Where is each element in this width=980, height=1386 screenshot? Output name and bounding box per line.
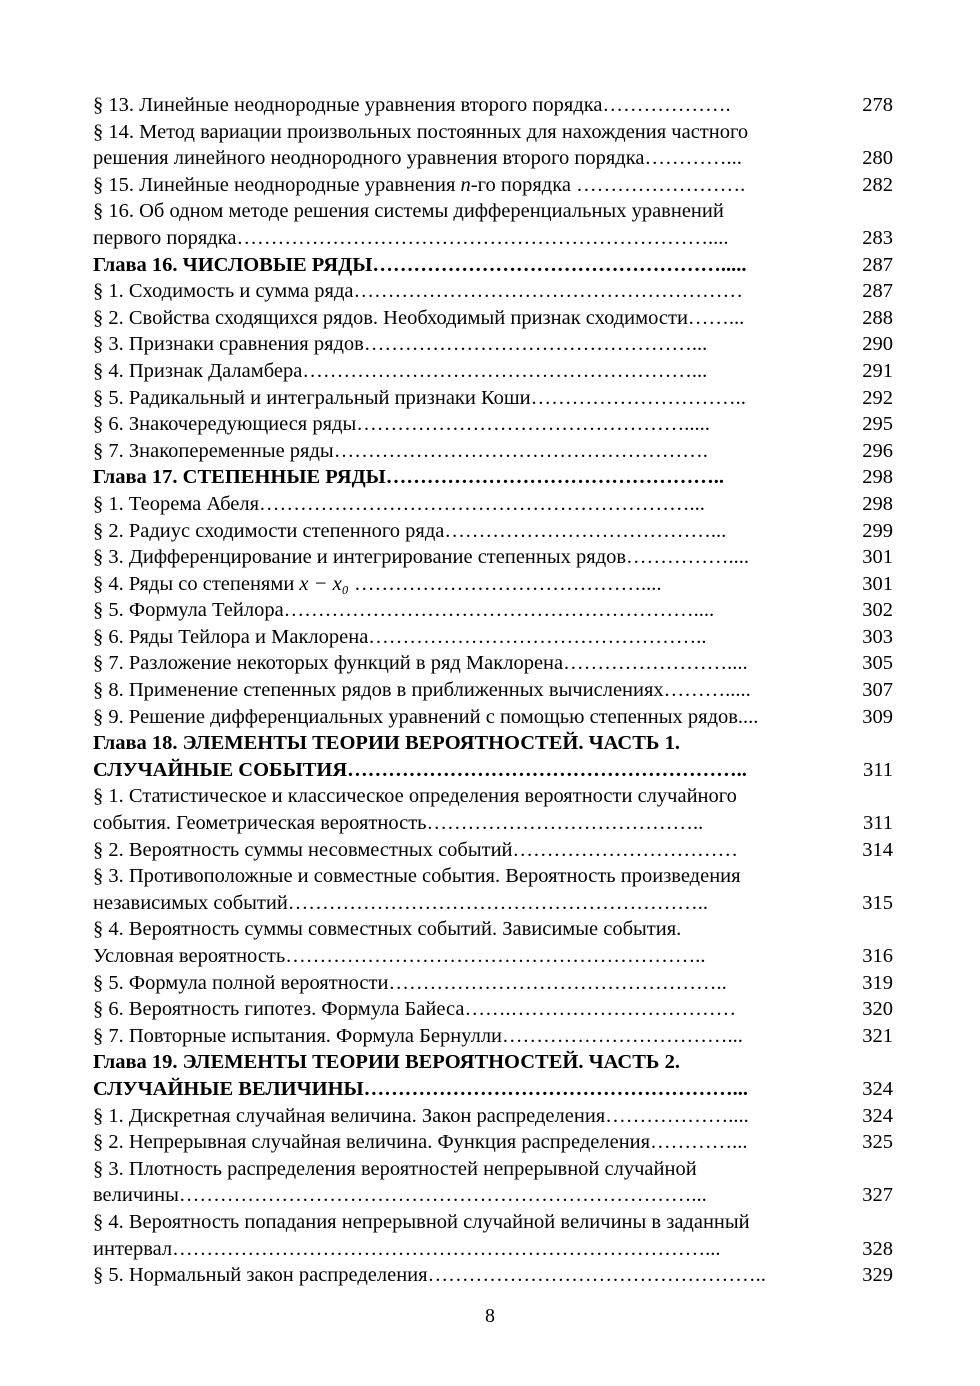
toc-entry-title: § 7. Разложение некоторых функций в ряд Маклорена……………………....	[93, 652, 748, 675]
toc-entry	[93, 438, 893, 465]
toc-entry	[93, 385, 893, 412]
toc-entry	[93, 305, 893, 332]
table-of-contents	[93, 92, 893, 1289]
toc-entry	[93, 1209, 893, 1262]
toc-entry-title: СЛУЧАЙНЫЕ ВЕЛИЧИНЫ………………………………………………...	[93, 1077, 749, 1100]
toc-entry-title-first-line: § 16. Об одном методе решения системы дифференциальных уравнений	[93, 200, 724, 223]
toc-entry-title: события. Геометрическая вероятность…………………………………..	[93, 812, 704, 835]
toc-entry-title: § 6. Ряды Тейлора и Маклорена…………………………………………..	[93, 625, 707, 648]
toc-entry	[93, 1103, 893, 1130]
toc-page-number: 291	[862, 359, 893, 382]
toc-entry	[93, 704, 893, 731]
toc-chapter	[93, 464, 893, 491]
toc-page-number: 299	[862, 519, 893, 542]
toc-entry	[93, 518, 893, 545]
toc-page-number: 283	[862, 226, 893, 249]
toc-entry-title-text: -го порядка …………………….	[470, 173, 746, 196]
toc-page-number: 301	[862, 546, 893, 569]
toc-entry	[93, 597, 893, 624]
toc-page-number: 302	[862, 599, 893, 622]
toc-page-number: 328	[862, 1237, 893, 1260]
toc-entry	[93, 677, 893, 704]
toc-entry-title-first-line: § 3. Противоположные и совместные события. Вероятность произведения	[93, 865, 741, 888]
toc-chapter	[93, 1049, 893, 1102]
toc-page-number: 295	[862, 413, 893, 436]
toc-entry-title: интервал……………………………………………………………………...	[93, 1237, 721, 1260]
toc-entry	[93, 1262, 893, 1289]
toc-page-number: 288	[862, 306, 893, 329]
toc-entry	[93, 92, 893, 119]
toc-entry-title	[93, 172, 837, 199]
toc-entry	[93, 411, 893, 438]
toc-entry-title: § 5. Нормальный закон распределения…………………………………………..	[93, 1264, 766, 1287]
toc-entry-title: § 9. Решение дифференциальных уравнений с помощью степенных рядов....	[93, 705, 759, 728]
toc-entry-title: СЛУЧАЙНЫЕ СОБЫТИЯ…………………………………………………..	[93, 758, 747, 781]
toc-entry-title: решения линейного неоднородного уравнения второго порядка…………...	[93, 147, 742, 170]
toc-entry-title: Глава 17. СТЕПЕННЫЕ РЯДЫ…………………………………………..	[93, 466, 725, 489]
toc-entry-title: § 7. Повторные испытания. Формула Бернулли……………………………...	[93, 1024, 743, 1047]
toc-page-number: 327	[862, 1184, 893, 1207]
toc-entry	[93, 491, 893, 518]
page-number: 8	[485, 1305, 495, 1327]
toc-entry	[93, 783, 893, 836]
toc-entry-title: § 1. Теорема Абеля………………………………………………………...	[93, 492, 705, 515]
toc-entry-title: § 5. Радикальный и интегральный признаки Коши…………………………..	[93, 386, 746, 409]
toc-entry	[93, 970, 893, 997]
toc-page-number: 298	[862, 492, 893, 515]
toc-entry-title: § 13. Линейные неоднородные уравнения второго порядка……………….	[93, 94, 731, 116]
toc-entry-title: § 2. Непрерывная случайная величина. Функция распределения…………...	[93, 1131, 748, 1154]
toc-page-number: 305	[862, 652, 893, 675]
toc-page-number: 315	[862, 891, 893, 914]
toc-entry	[93, 172, 893, 199]
toc-chapter	[93, 252, 893, 279]
toc-page-number: 287	[862, 280, 893, 303]
toc-entry-title: § 2. Свойства сходящихся рядов. Необходимый признак сходимости……...	[93, 306, 745, 329]
toc-entry-title: § 2. Вероятность суммы несовместных событий……………………………	[93, 838, 739, 861]
toc-entry	[93, 1023, 893, 1050]
toc-page-number: 321	[862, 1024, 893, 1047]
toc-entry	[93, 119, 893, 172]
toc-entry-title-first-line: § 3. Плотность распределения вероятностей непрерывной случайной	[93, 1157, 697, 1180]
toc-entry	[93, 571, 893, 598]
math-expression: x − x₀	[299, 572, 349, 595]
toc-entry	[93, 1156, 893, 1209]
toc-entry	[93, 198, 893, 251]
toc-entry-title-first-line: Глава 18. ЭЛЕМЕНТЫ ТЕОРИИ ВЕРОЯТНОСТЕЙ. ЧАСТЬ 1.	[93, 732, 680, 755]
toc-entry-title-text: § 4. Ряды со степенями	[93, 572, 300, 595]
toc-entry	[93, 837, 893, 864]
toc-entry-title-text: § 15. Линейные неоднородные уравнения	[93, 173, 461, 196]
toc-entry	[93, 624, 893, 651]
toc-entry-title: § 7. Знакопеременные ряды……………………………………………….	[93, 439, 708, 462]
toc-entry-title-first-line: § 1. Статистическое и классическое определения вероятности случайного	[93, 785, 737, 808]
toc-page-number: 290	[862, 333, 893, 356]
toc-page-number: 287	[862, 253, 893, 276]
toc-entry-title: Условная вероятность……………………………………………………..	[93, 945, 706, 967]
toc-page-number: 301	[862, 572, 893, 595]
toc-entry-title: величины…………………………………………………………………...	[93, 1184, 707, 1207]
toc-page-number: 278	[862, 94, 893, 116]
toc-entry	[93, 544, 893, 571]
toc-page-number: 303	[862, 625, 893, 648]
toc-page-number: 311	[863, 812, 893, 835]
toc-entry	[93, 863, 893, 916]
toc-page-number: 314	[862, 838, 893, 861]
toc-page-number: 282	[862, 173, 893, 196]
toc-entry-title: первого порядка……………………………………………………………....	[93, 226, 729, 249]
toc-entry-title: § 8. Применение степенных рядов в приближенных вычислениях……….....	[93, 679, 751, 702]
toc-page-number: 324	[862, 1104, 893, 1127]
toc-page-number: 325	[862, 1131, 893, 1154]
toc-entry-title	[93, 571, 837, 598]
toc-page-number: 329	[862, 1264, 893, 1287]
toc-entry	[93, 331, 893, 358]
toc-entry-title: § 3. Дифференцирование и интегрирование степенных рядов……………....	[93, 546, 750, 569]
toc-entry-title: § 5. Формула полной вероятности…………………………………………..	[93, 971, 727, 994]
math-expression: n	[460, 173, 471, 196]
toc-page-number: 309	[862, 705, 893, 728]
toc-entry-title: § 3. Признаки сравнения рядов…………………………………………...	[93, 333, 708, 356]
toc-page-number: 324	[862, 1077, 893, 1100]
toc-page-number: 280	[862, 147, 893, 170]
toc-page-number: 298	[862, 466, 893, 489]
toc-page-number: 319	[862, 971, 893, 994]
toc-page-number: 311	[863, 758, 893, 781]
toc-entry	[93, 996, 893, 1023]
toc-page-number: 316	[862, 945, 893, 967]
toc-entry	[93, 278, 893, 305]
toc-entry	[93, 358, 893, 385]
toc-entry-title: § 6. Знакочередующиеся ряды………………………………………….....	[93, 413, 710, 436]
toc-entry-title: независимых событий……………………………………………………..	[93, 891, 709, 914]
toc-entry-title: § 1. Сходимость и сумма ряда…………………………………………………	[93, 280, 743, 303]
toc-entry-title: § 4. Признак Даламбера…………………………………………………...	[93, 359, 708, 382]
toc-page-number: 320	[862, 998, 893, 1021]
toc-entry-title-first-line: Глава 19. ЭЛЕМЕНТЫ ТЕОРИИ ВЕРОЯТНОСТЕЙ. ЧАСТЬ 2.	[93, 1051, 680, 1074]
toc-entry-title: § 5. Формула Тейлора……………………………………………………....	[93, 599, 715, 622]
toc-entry-title: Глава 16. ЧИСЛОВЫЕ РЯДЫ…………………………………………….....	[93, 253, 747, 276]
toc-entry-title: § 1. Дискретная случайная величина. Закон распределения………………....	[93, 1104, 749, 1127]
toc-page-number: 296	[862, 439, 893, 462]
toc-page-number: 292	[862, 386, 893, 409]
toc-entry-title-text: ……………………………………....	[348, 572, 662, 595]
toc-entry	[93, 650, 893, 677]
toc-entry-title-first-line: § 4. Вероятность попадания непрерывной случайной величины в заданный	[93, 1210, 750, 1233]
toc-entry	[93, 1129, 893, 1156]
toc-entry-title: § 6. Вероятность гипотез. Формула Байеса…….……………………………	[93, 998, 737, 1021]
toc-chapter	[93, 730, 893, 783]
toc-entry-title-first-line: § 14. Метод вариации произвольных постоянных для нахождения частного	[93, 120, 749, 143]
toc-page-number: 307	[862, 679, 893, 702]
toc-entry-title: § 2. Радиус сходимости степенного ряда…………………………………...	[93, 519, 727, 542]
toc-entry	[93, 916, 893, 969]
toc-entry-title-first-line: § 4. Вероятность суммы совместных событий. Зависимые события.	[93, 918, 682, 941]
